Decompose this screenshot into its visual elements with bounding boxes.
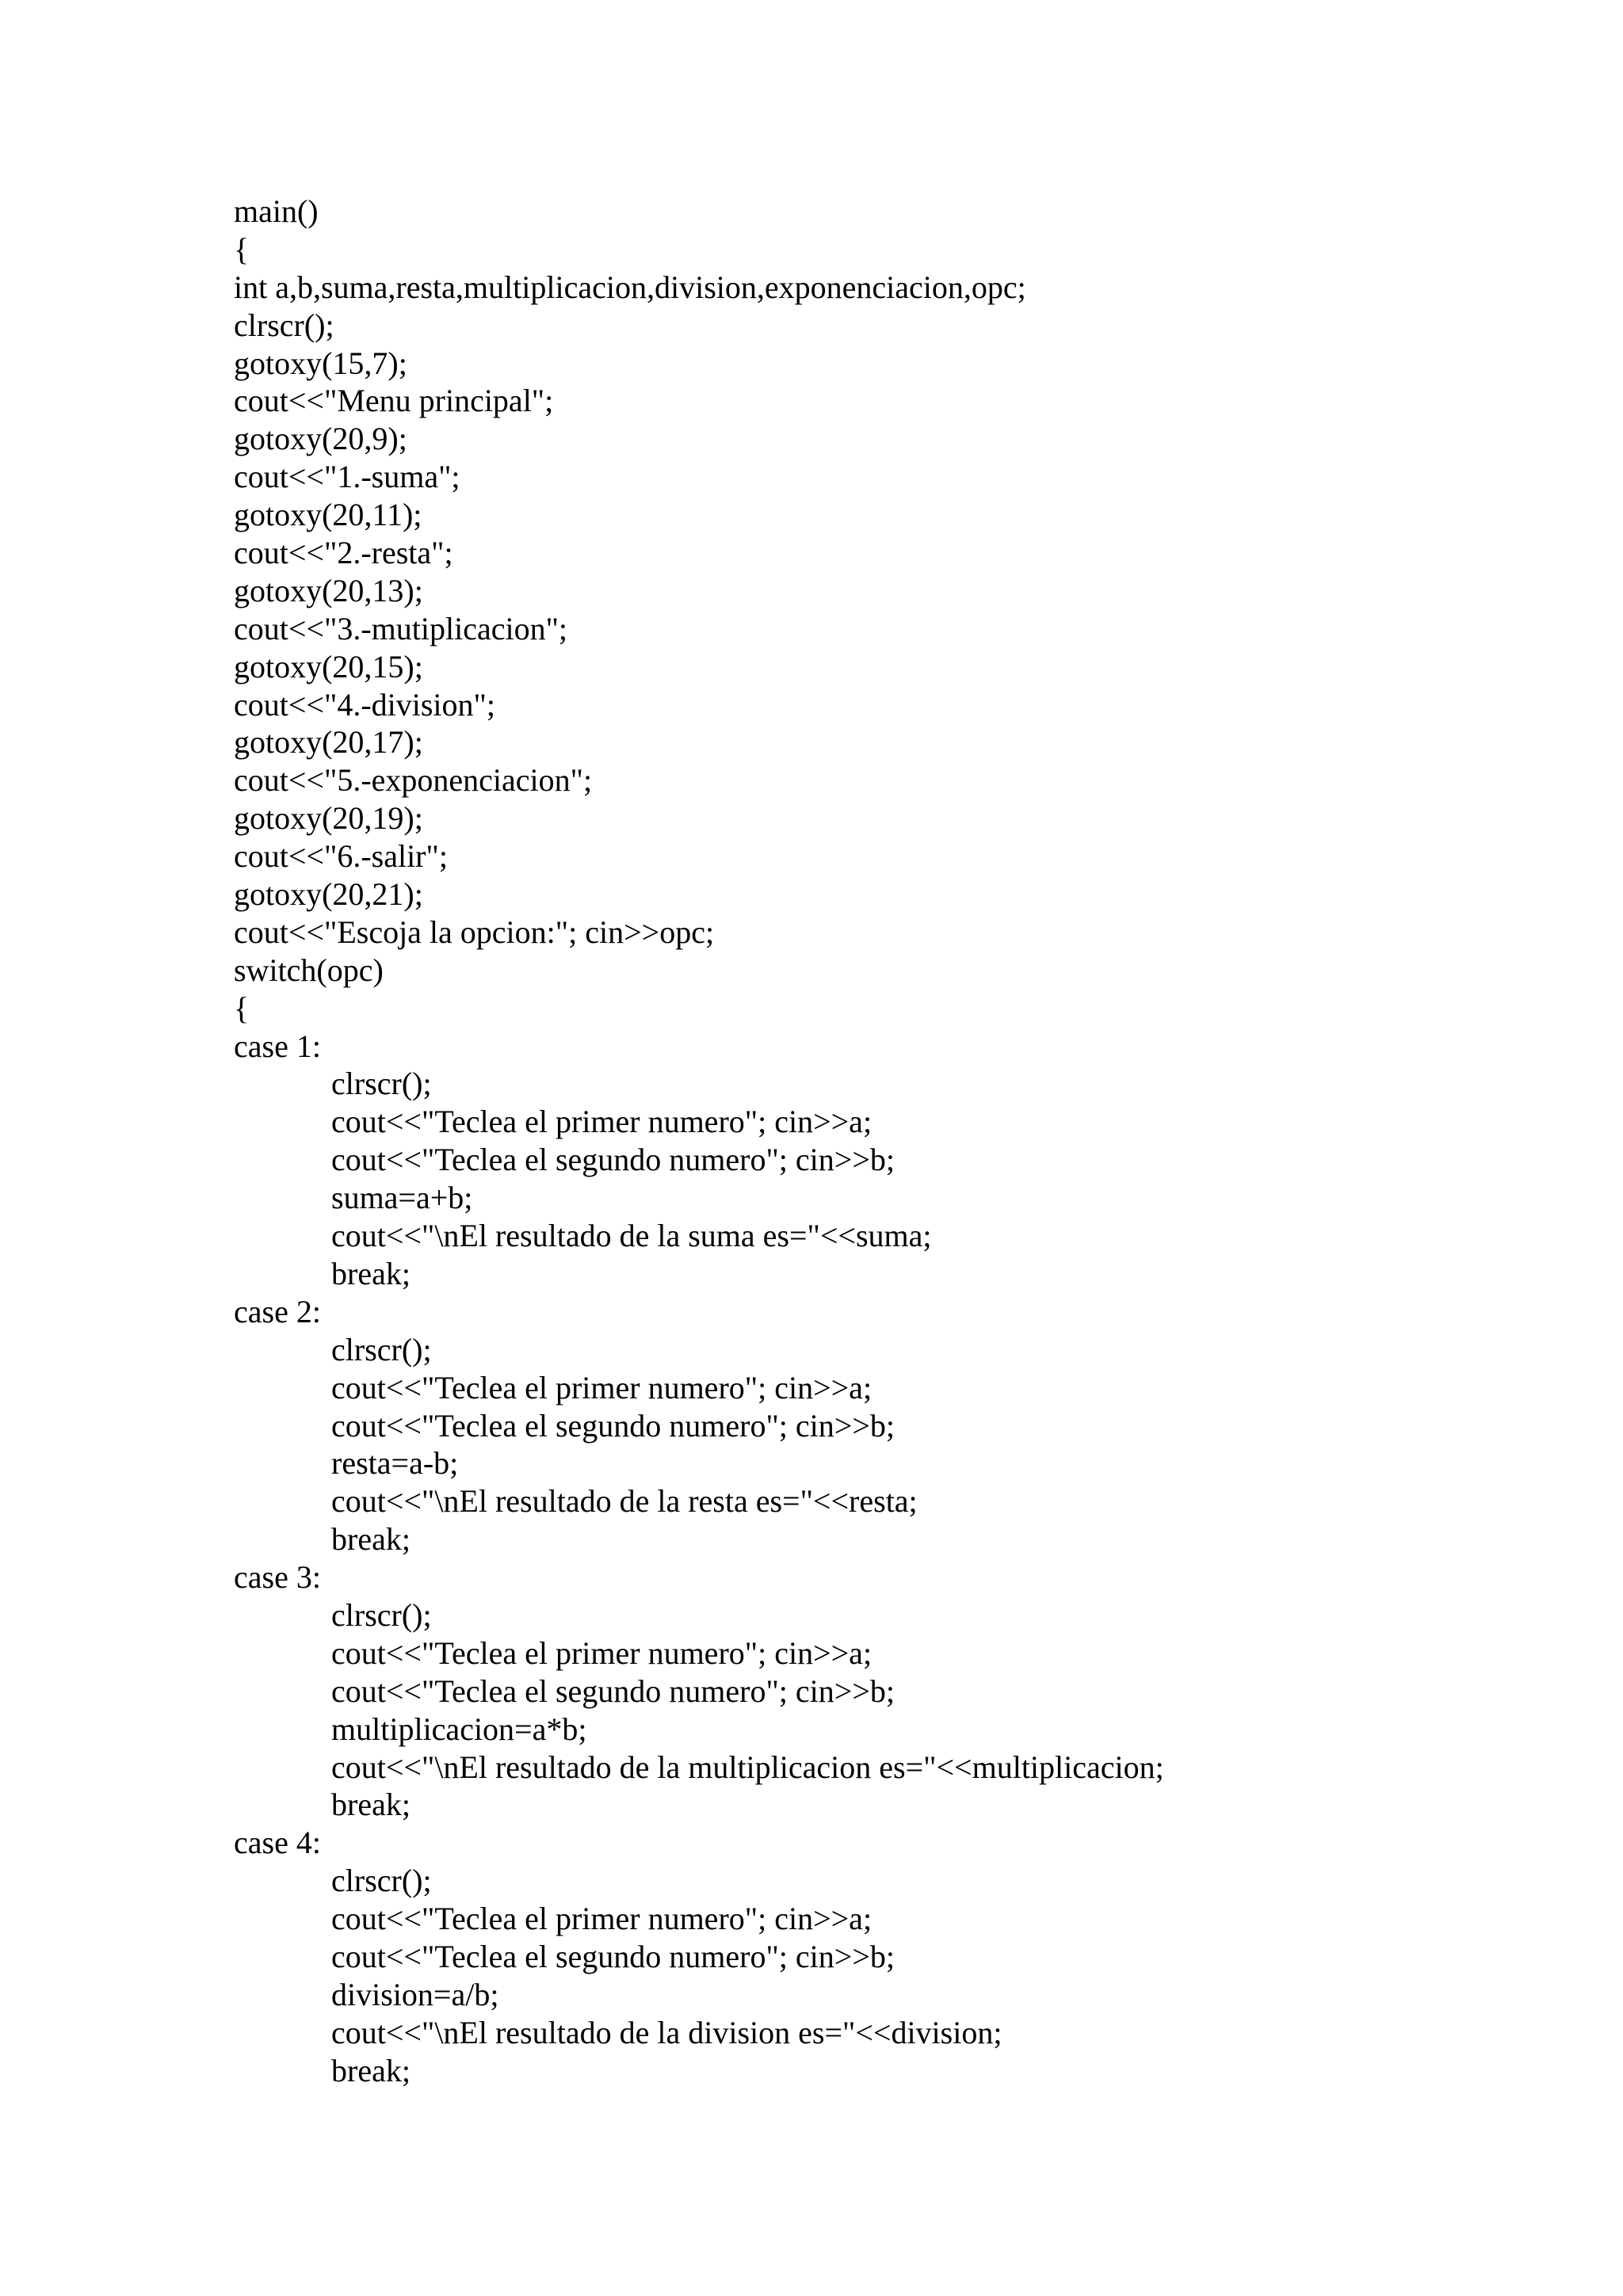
code-line: cout<<"Teclea el segundo numero"; cin>>b; <box>331 1142 895 1178</box>
code-line: cout<<"2.-resta"; <box>234 535 453 571</box>
code-line: cout<<"Teclea el segundo numero"; cin>>b; <box>331 1938 895 1974</box>
code-line: resta=a-b; <box>331 1445 459 1482</box>
code-line: main() <box>234 193 319 229</box>
code-line: cout<<"1.-suma"; <box>234 459 460 495</box>
code-line: cout<<"5.-exponenciacion"; <box>234 762 593 799</box>
code-line: switch(opc) <box>234 952 384 988</box>
code-line: break; <box>331 2052 411 2088</box>
code-line: cout<<"3.-mutiplicacion"; <box>234 610 568 646</box>
code-line: suma=a+b; <box>331 1180 473 1216</box>
code-line: clrscr(); <box>331 1596 432 1633</box>
code-line: cout<<"6.-salir"; <box>234 838 448 875</box>
code-line: case 1: <box>234 1028 321 1064</box>
code-line: cout<<"Teclea el primer numero"; cin>>a; <box>331 1369 873 1405</box>
code-line: gotoxy(20,13); <box>234 572 423 608</box>
code-line: { <box>234 231 250 267</box>
code-line: clrscr(); <box>331 1863 432 1899</box>
code-line: cout<<"Teclea el primer numero"; cin>>a; <box>331 1634 873 1671</box>
code-line: gotoxy(20,15); <box>234 648 423 685</box>
code-line: break; <box>331 1787 411 1823</box>
code-line: cout<<"Teclea el primer numero"; cin>>a; <box>331 1104 873 1140</box>
code-line: break; <box>331 1521 411 1558</box>
code-line: gotoxy(20,9); <box>234 421 407 457</box>
code-line: { <box>234 990 250 1026</box>
code-line: cout<<"\nEl resultado de la resta es="<<resta; <box>331 1483 918 1520</box>
code-line: case 2: <box>234 1293 321 1329</box>
code-line: gotoxy(20,19); <box>234 800 423 837</box>
code-line: cout<<"Escoja la opcion:"; cin>>opc; <box>234 913 715 950</box>
code-line: clrscr(); <box>234 307 334 343</box>
code-line: cout<<"Teclea el segundo numero"; cin>>b; <box>331 1672 895 1709</box>
code-line: cout<<"Teclea el primer numero"; cin>>a; <box>331 1901 873 1937</box>
code-listing <box>234 193 1581 2090</box>
code-line: gotoxy(20,11); <box>234 497 422 533</box>
code-line: cout<<"\nEl resultado de la division es="<<division; <box>331 2014 1002 2050</box>
code-line: cout<<"\nEl resultado de la multiplicacion es="<<multiplicacion; <box>331 1749 1164 1785</box>
code-line: cout<<"Teclea el segundo numero"; cin>>b; <box>331 1407 895 1444</box>
code-line: gotoxy(15,7); <box>234 345 407 381</box>
code-line: multiplicacion=a*b; <box>331 1711 587 1747</box>
code-line: clrscr(); <box>331 1331 432 1367</box>
code-line: case 3: <box>234 1559 321 1596</box>
code-line: cout<<"\nEl resultado de la suma es="<<suma; <box>331 1218 932 1254</box>
code-line: division=a/b; <box>331 1976 499 2012</box>
code-line: gotoxy(20,21); <box>234 876 423 913</box>
code-line: clrscr(); <box>331 1066 432 1102</box>
code-line: int a,b,suma,resta,multiplicacion,division,exponenciacion,opc; <box>234 269 1026 305</box>
code-line: gotoxy(20,17); <box>234 724 423 761</box>
code-line: cout<<"4.-division"; <box>234 686 495 723</box>
code-line: cout<<"Menu principal"; <box>234 383 554 419</box>
code-line: break; <box>331 1255 411 1291</box>
code-line: case 4: <box>234 1825 321 1861</box>
